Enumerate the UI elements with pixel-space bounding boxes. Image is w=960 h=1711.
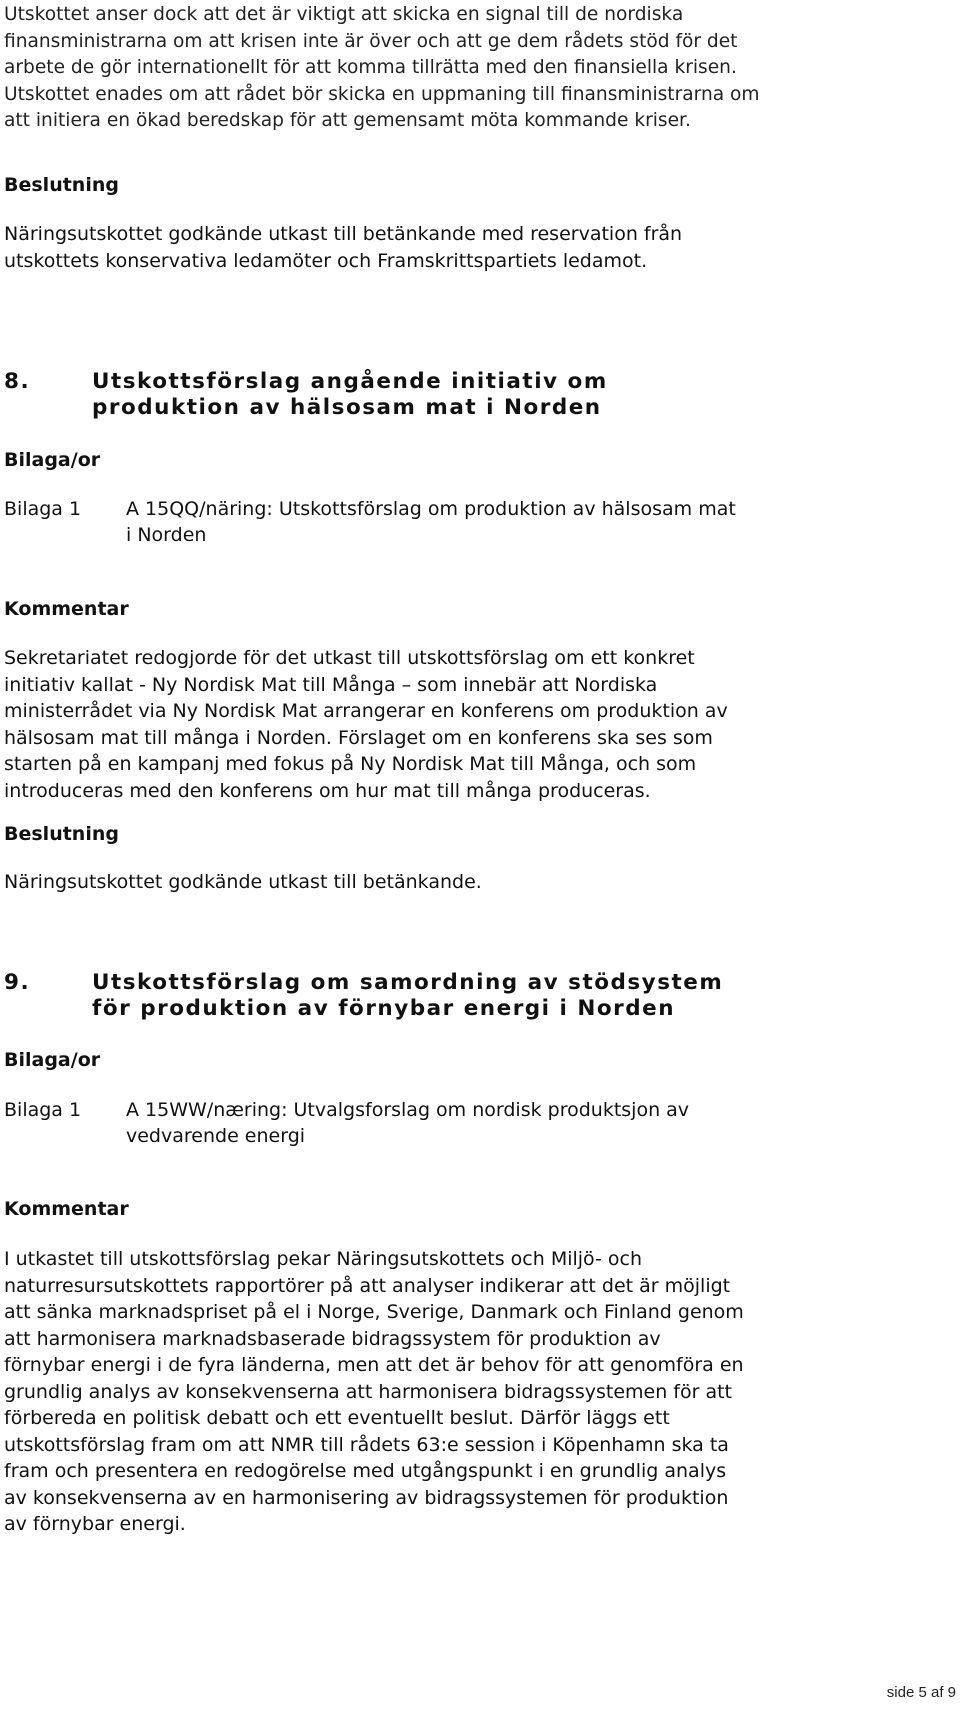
section-8-comment-heading: Kommentar	[4, 598, 129, 620]
section-8-attachment-text: A 15QQ/näring: Utskottsförslag om produktion av hälsosam mat i Norden	[126, 498, 736, 546]
section-9-number: 9.	[4, 970, 31, 995]
section-9-attachments-heading: Bilaga/or	[4, 1049, 101, 1071]
intro-decision-heading: Beslutning	[4, 174, 119, 196]
section-8-attachment-label: Bilaga 1	[4, 498, 82, 520]
intro-paragraph: Utskottet anser dock att det är viktigt att skicka en signal till de nordiska finansministrarna om att krisen inte är över och att ge dem rådets stöd för det arbete de gör internationellt för att komma tillrätta med den finansiella krisen. Utskottet enades om att rådet bör skicka en uppmaning till finansministrarna om att initiera en ökad beredskap för att gemensamt möta kommande kriser.	[4, 4, 760, 131]
section-9-comment-text: I utkastet till utskottsförslag pekar Näringsutskottets och Miljö- och naturresursutskottets rapportörer på att analyser indikerar att det är möjligt att sänka marknadspriset på el i Norge, Sverige, Danmark och Finland genom att harmonisera marknadsbaserade bidragssystem för produktion av förnybar energi i de fyra länderna, men att det är behov för att genomföra en grundlig analys av konsekvenserna att harmonisera bidragssystemen för att förbereda en politisk debatt och ett eventuellt beslut. Därför läggs ett utskottsförslag fram om att NMR till rådets 63:e session i Köpenhamn ska ta fram och presentera en redogörelse med utgångspunkt i en grundlig analys av konsekvenserna av en harmonisering av bidragssystemen för produktion av förnybar energi.	[4, 1248, 744, 1535]
section-8-comment-text: Sekretariatet redogjorde för det utkast till utskottsförslag om ett konkret initiativ kallat - Ny Nordisk Mat till Många – som innebär att Nordiska ministerrådet via Ny Nordisk Mat arrangerar en konferens om produktion av hälsosam mat till många i Norden. Förslaget om en konferens ska ses som starten på en kampanj med fokus på Ny Nordisk Mat till Många, och som introduceras med den konferens om hur mat till många produceras.	[4, 647, 728, 802]
page-number: side 5 af 9	[886, 1684, 956, 1701]
section-8-decision-heading: Beslutning	[4, 823, 119, 845]
section-8-number: 8.	[4, 369, 31, 394]
section-9-attachment-label: Bilaga 1	[4, 1099, 82, 1121]
section-9-comment-heading: Kommentar	[4, 1198, 129, 1220]
section-9-attachment-text: A 15WW/næring: Utvalgsforslag om nordisk produktsjon av vedvarende energi	[126, 1099, 690, 1147]
section-8-decision-text: Näringsutskottet godkände utkast till betänkande.	[4, 871, 482, 893]
section-8-attachments-heading: Bilaga/or	[4, 449, 101, 471]
intro-decision-text: Näringsutskottet godkände utkast till betänkande med reservation från utskottets konservativa ledamöter och Framskrittspartiets ledamot.	[4, 223, 683, 272]
section-8-title: Utskottsförslag angående initiativ om produktion av hälsosam mat i Norden	[92, 369, 608, 420]
section-9-title: Utskottsförslag om samordning av stödsystem för produktion av förnybar energi i Norden	[92, 970, 724, 1021]
